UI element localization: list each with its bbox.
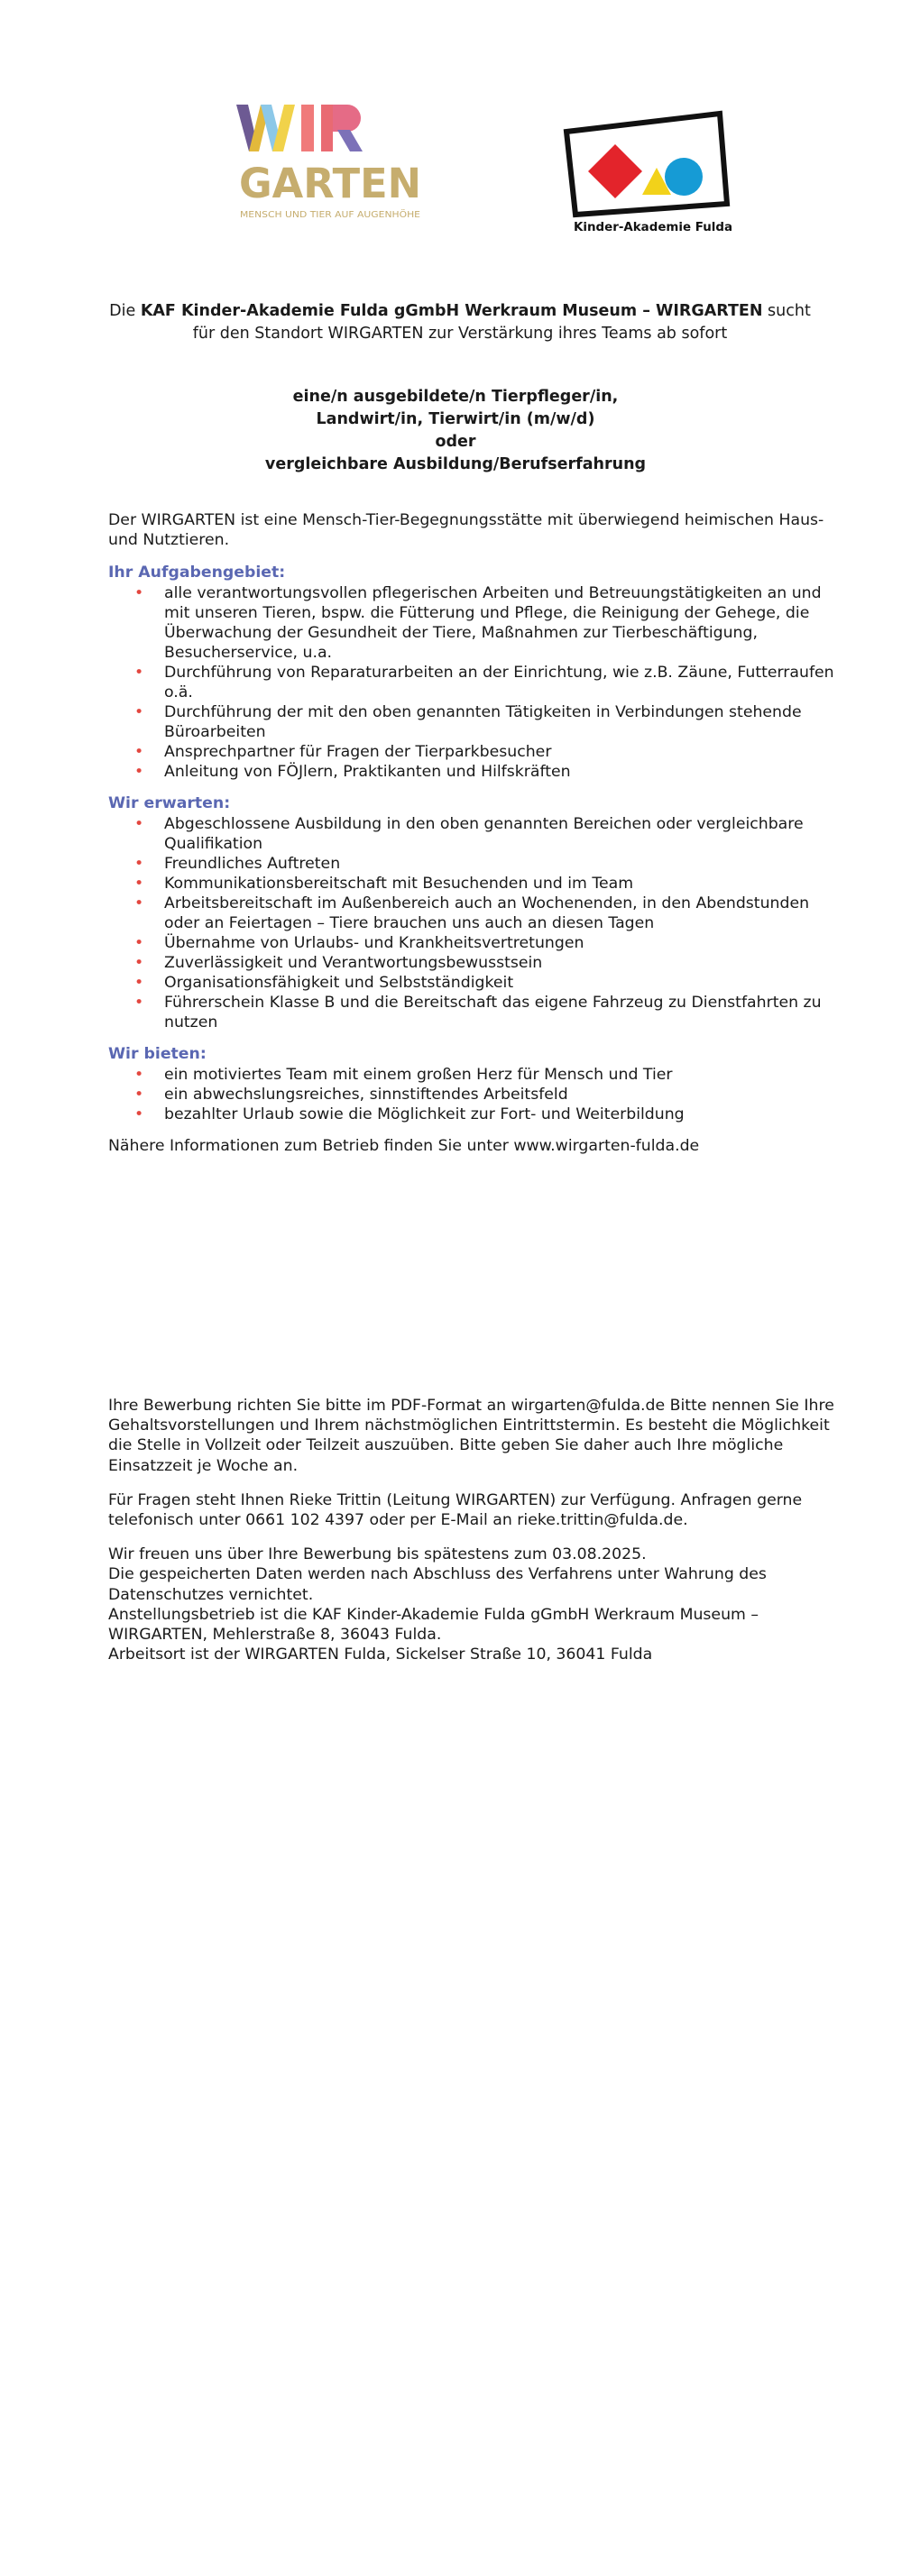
list-item: • Kommunikationsbereitschaft mit Besuchenden und im Team <box>164 874 848 894</box>
position-title: eine/n ausgebildete/n Tierpfleger/in, Landwirt/in, Tierwirt/in (m/w/d) oder vergleichbare Ausbildung/Berufserfahrung <box>264 388 647 473</box>
section-heading-offer: Wir bieten: <box>108 1045 207 1063</box>
more-info: Nähere Informationen zum Betrieb finden Sie unter www.wirgarten-fulda.de <box>108 1137 700 1155</box>
job-content <box>108 510 848 1169</box>
list-item: • alle verantwortungsvollen pflegerischen Arbeiten und Betreuungstätigkeiten an und mit unseren Tieren, bspw. die Fütterung und Pflege, die Reinigung der Gehege, die Überwachung der Gesundheit der Tiere, Maßnahmen zur Tierbeschäftigung, Besucherservice, u.a. <box>164 583 848 663</box>
list-item: • bezahlter Urlaub sowie die Möglichkeit zur Fort- und Weiterbildung <box>164 1105 848 1124</box>
requirements-list <box>108 814 848 1032</box>
closing-text <box>108 1396 848 1679</box>
list-item: • Organisationsfähigkeit und Selbstständigkeit <box>164 973 848 993</box>
kinder-akademie-logo-text: Kinder-Akademie Fulda <box>574 221 732 234</box>
list-item: • Anleitung von FÖJlern, Praktikanten und Hilfskräften <box>164 762 848 782</box>
company-name: KAF Kinder-Akademie Fulda gGmbH Werkraum Museum – WIRGARTEN <box>140 302 763 320</box>
legal-info <box>108 1545 848 1664</box>
list-item: • Abgeschlossene Ausbildung in den oben genannten Bereichen oder vergleichbare Qualifikation <box>164 814 848 854</box>
list-item: • ein motiviertes Team mit einem großen Herz für Mensch und Tier <box>164 1065 848 1085</box>
logo-bar <box>0 90 911 243</box>
list-item: • Führerschein Klasse B und die Bereitschaft das eigene Fahrzeug zu Dienstfahrten zu nutzen <box>164 993 848 1032</box>
list-item: • Ansprechpartner für Fragen der Tierparkbesucher <box>164 742 848 762</box>
section-heading-tasks: Ihr Aufgabengebiet: <box>108 564 286 582</box>
intro-text: Die KAF Kinder-Akademie Fulda gGmbH Werkraum Museum – WIRGARTEN sucht für den Standort WIRGARTEN zur Verstärkung ihres Teams ab sofort <box>109 302 811 343</box>
workplace: Arbeitsort ist der WIRGARTEN Fulda, Sickelser Straße 10, 36041 Fulda <box>108 1646 653 1664</box>
contact-info: Für Fragen steht Ihnen Rieke Trittin (Leitung WIRGARTEN) zur Verfügung. Anfragen gerne telefonisch unter 0661 102 4397 oder per E-Mail an rieke.trittin@fulda.de. <box>108 1490 803 1530</box>
task-list <box>108 583 848 782</box>
employer: Anstellungsbetrieb ist die KAF Kinder-Akademie Fulda gGmbH Werkraum Museum – WIRGARTEN, Mehlerstraße 8, 36043 Fulda. <box>108 1605 759 1645</box>
kinder-akademie-logo <box>559 106 758 242</box>
section-heading-requirements: Wir erwarten: <box>108 794 231 812</box>
list-item: • ein abwechslungsreiches, sinnstiftendes Arbeitsfeld <box>164 1085 848 1105</box>
list-item: • Durchführung der mit den oben genannten Tätigkeiten in Verbindungen stehende Büroarbeiten <box>164 702 848 742</box>
application-instructions: Ihre Bewerbung richten Sie bitte im PDF-Format an wirgarten@fulda.de Bitte nennen Sie Ihre Gehaltsvorstellungen und Ihrem nächstmöglichen Eintrittstermin. Es besteht die Möglichkeit die Stelle in Vollzeit oder Teilzeit auszuüben. Bitte geben Sie daher auch Ihre mögliche Einsatzzeit je Woche an. <box>108 1397 834 1475</box>
wirgarten-logo-word: GARTEN <box>239 160 421 207</box>
description: Der WIRGARTEN ist eine Mensch-Tier-Begegnungsstätte mit überwiegend heimischen Haus- und Nutztieren. <box>108 511 824 549</box>
wirgarten-logo <box>236 105 426 231</box>
list-item: • Zuverlässigkeit und Verantwortungsbewusstsein <box>164 953 848 973</box>
list-item: • Freundliches Auftreten <box>164 854 848 874</box>
list-item: • Übernahme von Urlaubs- und Krankheitsvertretungen <box>164 933 848 953</box>
wirgarten-logo-tagline: MENSCH UND TIER AUF AUGENHÖHE <box>240 210 420 220</box>
offer-list <box>108 1065 848 1124</box>
privacy-note: Die gespeicherten Daten werden nach Abschluss des Verfahrens unter Wahrung des Datenschutzes vernichtet. <box>108 1565 767 1604</box>
deadline: Wir freuen uns über Ihre Bewerbung bis spätestens zum 03.08.2025. <box>108 1545 647 1564</box>
list-item: • Arbeitsbereitschaft im Außenbereich auch an Wochenenden, in den Abendstunden oder an Feiertagen – Tiere brauchen uns auch an diesen Tagen <box>164 894 848 933</box>
list-item: • Durchführung von Reparaturarbeiten an der Einrichtung, wie z.B. Zäune, Futterraufen o.ä. <box>164 663 848 702</box>
